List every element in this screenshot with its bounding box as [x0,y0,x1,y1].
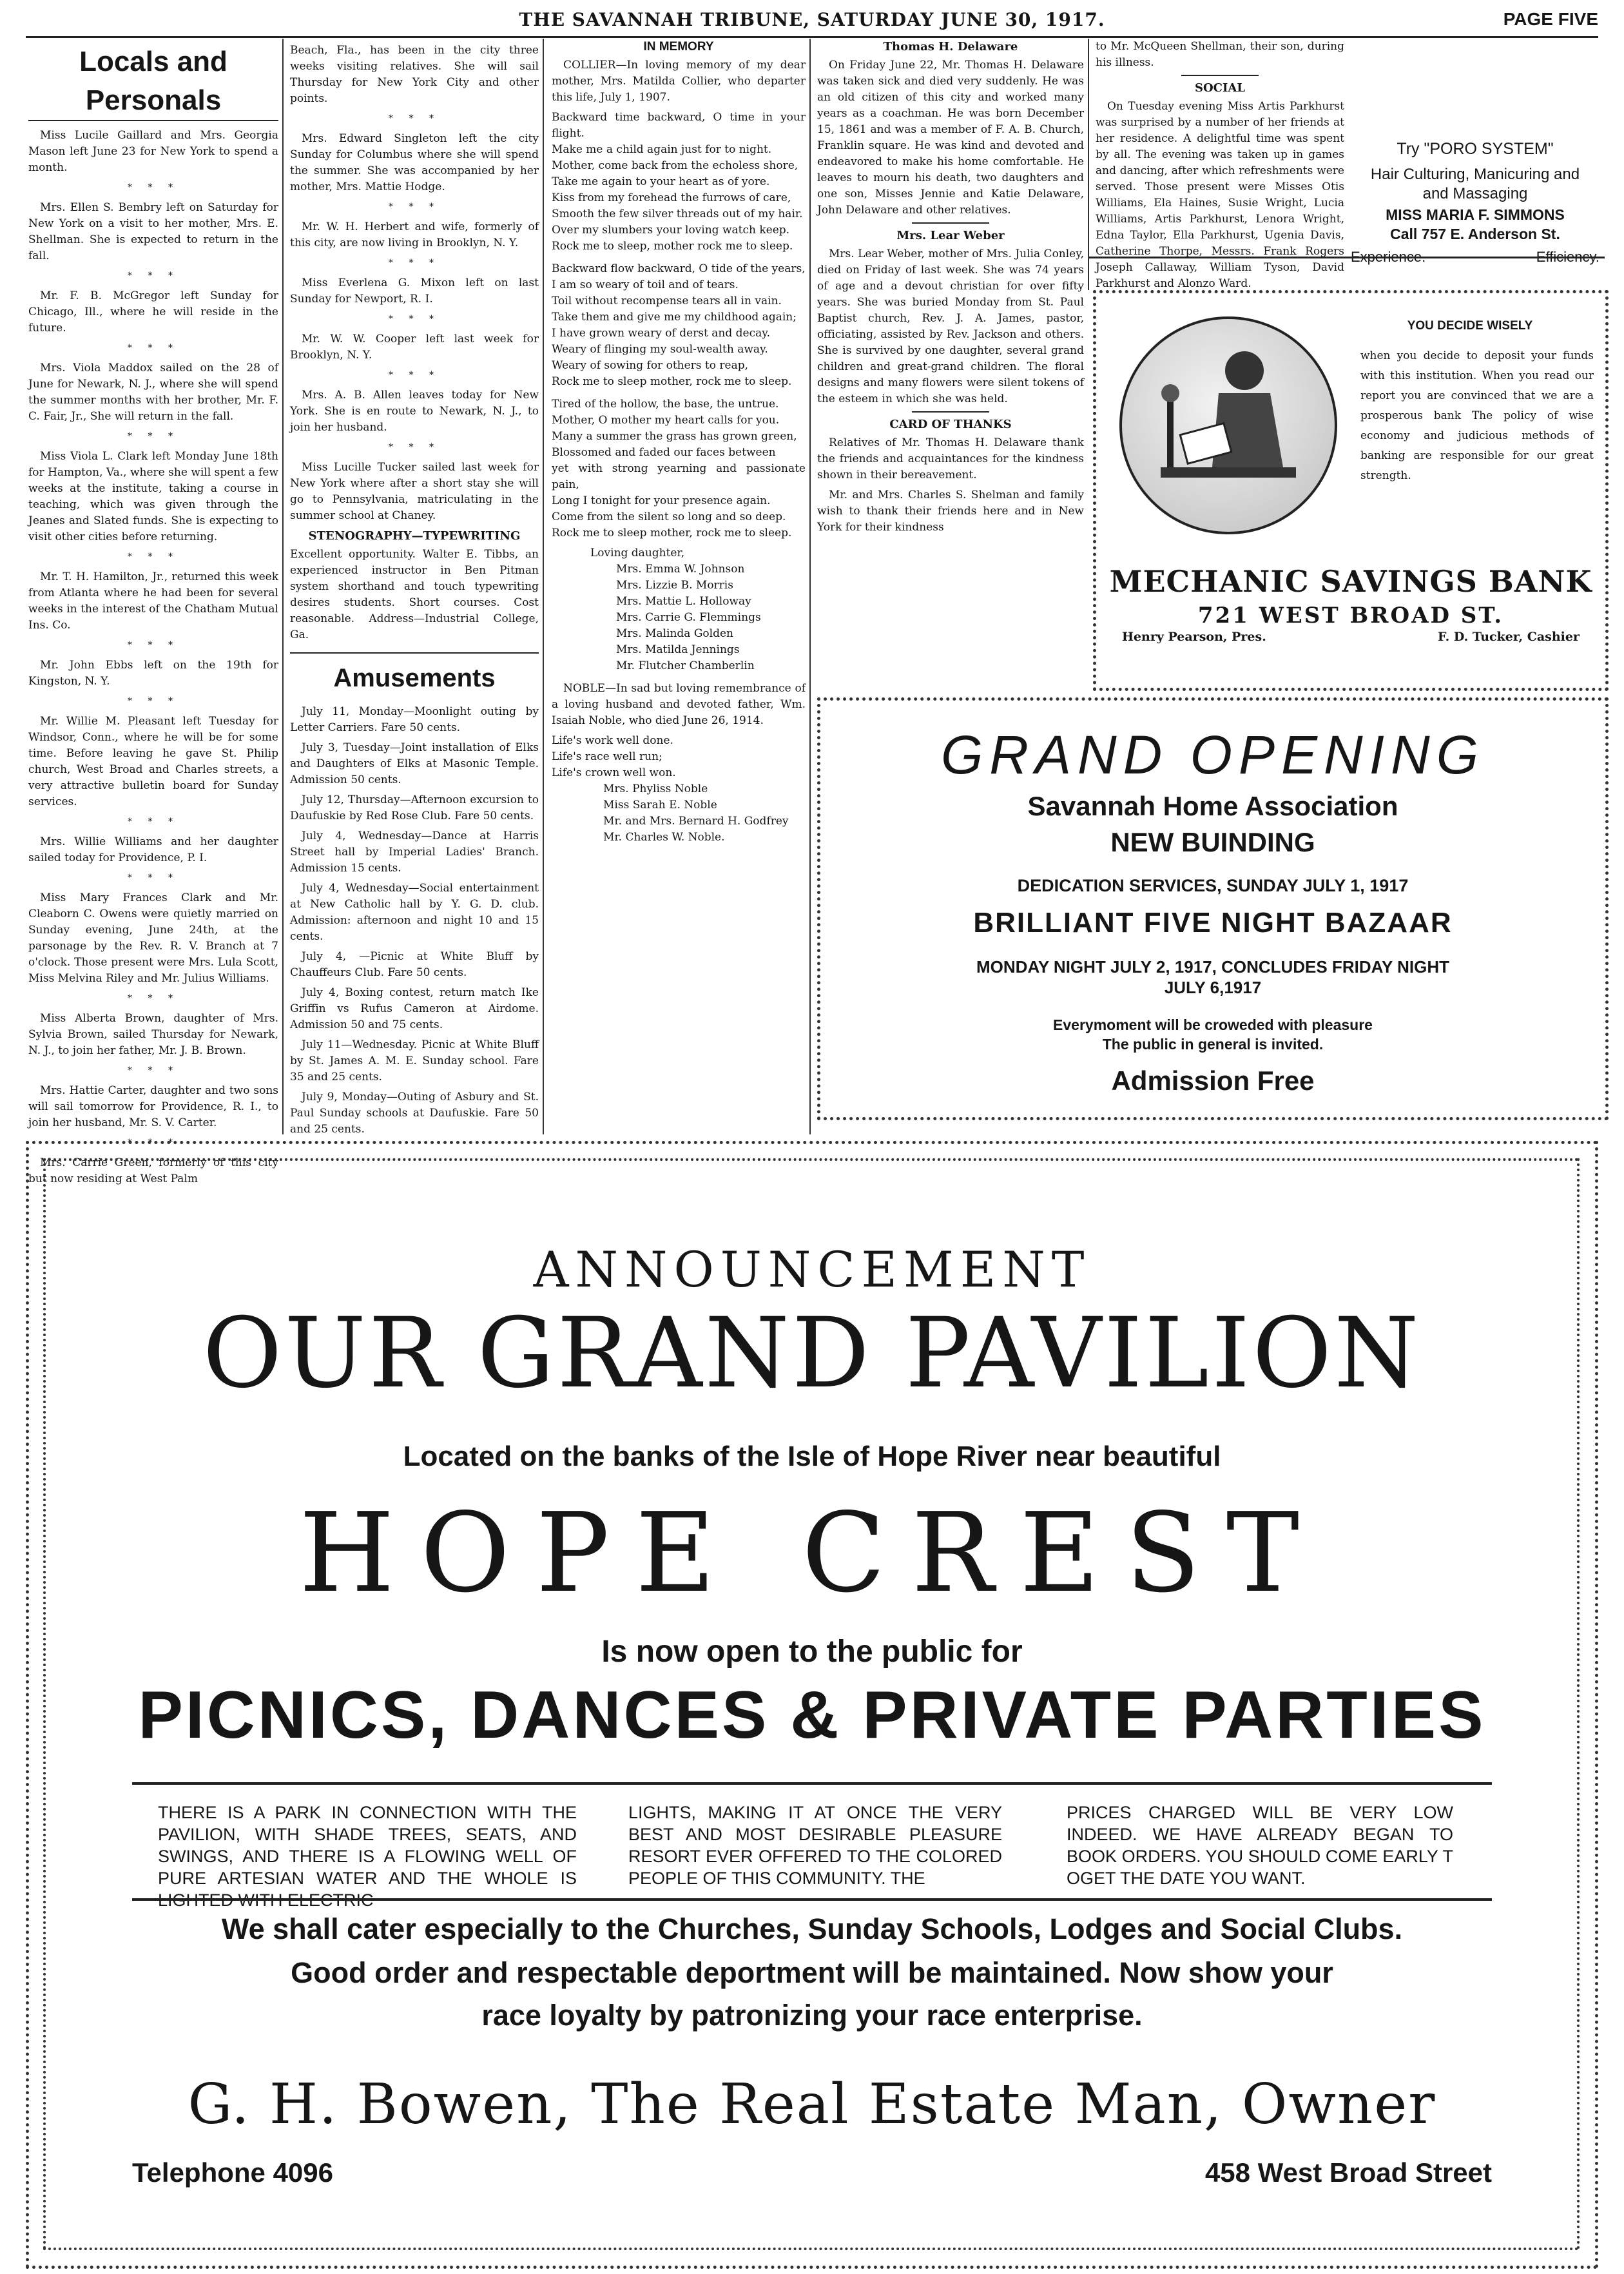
poro-efficiency: Efficiency. [1536,249,1600,265]
news-item: Miss Mary Frances Clark and Mr. Cleaborn C. Owens were quietly married on Sunday evening, June 24th, at the parsonage by the Rev. R. V. Branch at 7 o'clock. Those present were Mrs. Lula Scott, Miss Melvina Riley and Mr. Julius Williams. [28,891,278,985]
poem-line: Rock me to sleep, mother rock me to sleep. [552,240,793,253]
locals-heading: Locals and Personals [28,43,278,121]
amusement-item: July 4, Boxing contest, return match Ike Griffin vs Rufus Cameron at Airdome. Admission 50 and 75 cents. [290,986,539,1031]
poem-line: Backward time backward, O time in your flight. [552,111,806,140]
poro-services: Hair Culturing, Manicuring and [1370,166,1580,183]
social-heading: SOCIAL [1194,81,1246,95]
news-item: Mrs. Ellen S. Bembry left on Saturday for New York on a visit to her mother, Mrs. E. Shellman. She is expected to return in the fall. [28,201,278,262]
weber-obituary: Mrs. Lear Weber, mother of Mrs. Julia Conley, died on Friday of last week. She was 74 years of age and a devout christian for over fifty years. She was buried Monday from St. Paul Baptist church, Rev. J. A. James, pastor, officiating, assisted by Rev. Jackson and others. She is survived by one daughter, several grand children and great-grand children. The floral designs and many flowers were silent tokens of the esteem in which she was held. [817,248,1084,405]
news-item: Mr. T. H. Hamilton, Jr., returned this week from Atlanta where he had been for several weeks in the interest of the Chatham Mutual Ins. Co. [28,570,278,632]
thanks-continued: to Mr. McQueen Shellman, their son, during his illness. [1096,40,1344,69]
news-item: Mrs. A. B. Allen leaves today for New York. She is en route to Newark, N. J., to join her husband. [290,389,539,434]
poem-line: Backward flow backward, O tide of the years, [552,262,806,275]
signed-name: Mr. Charles W. Noble. [603,831,725,844]
amusement-item: July 11—Wednesday. Picnic at White Bluff by St. James A. M. E. Sunday school. Fare 35 and 25 cents. [290,1038,539,1084]
stenography-heading: STENOGRAPHY—TYPEWRITING [308,529,521,543]
obituaries-column [817,39,1084,690]
poem-line: Come from the silent so long and so deep. [552,510,786,523]
poem-line: Rock me to sleep mother, rock me to sleep. [552,527,792,539]
amusement-item: July 9, Monday—Outing of Asbury and St. Paul Sunday schools at Daufuskie. Fare 50 and 25 cents. [290,1091,539,1136]
bank-cashier: F. D. Tucker, Cashier [1438,630,1580,644]
poem-line: Rock me to sleep mother, rock me to sleep. [552,375,792,388]
poem-line: Mother, come back from the echoless shore, [552,159,798,172]
bazaar-dates: MONDAY NIGHT JULY 2, 1917, CONCLUDES FRIDAY NIGHT [976,957,1449,977]
thanks-item: Mr. and Mrs. Charles S. Shelman and family wish to thank their friends here and in New York for their kindness [817,489,1084,534]
news-item: Mr. W. H. Herbert and wife, formerly of this city, are now living in Brooklyn, N. Y. [290,220,539,249]
bank-text: when you decide to deposit your funds with this institution. When you read our report you are convinced that we are a prosperous bank The policy of wise economy and judicious methods of banking are responsible for our great strength. [1360,349,1594,482]
poem-line: Weary of sowing for others to reap, [552,359,748,372]
signed-name: Mr. and Mrs. Bernard H. Godfrey [603,815,789,828]
hope-crest: HOPE CREST [298,1490,1326,1617]
delaware-obituary: On Friday June 22, Mr. Thomas H. Delaware was taken sick and died very suddenly. He was an old citizen of this city and worked many years as a coachman. He was born December 15, 1861 and was a member of F. A. B. Church, Franklin square. He was kind and devoted and endeavored to make his home comfortable. He leaves to mourn his death, two daughters and one son, Misses Jennie and Katie Delaware, John Delaware and other relatives. [817,59,1084,217]
poem-line: Weary of flinging my soul-wealth away. [552,343,768,356]
news-item: Miss Everlena G. Mixon left on last Sunday for Newport, R. I. [290,277,539,306]
news-item: Beach, Fla., has been in the city three weeks visiting relatives. She will sail Thursday for New York City and other points. [290,44,539,105]
poem-line: Mother, O mother my heart calls for you. [552,414,780,427]
in-memory-column [552,39,806,1132]
news-item: Miss Alberta Brown, daughter of Mrs. Sylvia Brown, sailed Thursday for Newark, N. J., to join her father, Mr. J. B. Brown. [28,1012,278,1057]
news-item: Mrs. Viola Maddox sailed on the 28 of June for Newark, N. J., where she will spend the summer months with her brother, Mr. F. C. Fair, Jr., She will return in the fall. [28,362,278,423]
collier-notice: COLLIER—In loving memory of my dear mother, Mrs. Matilda Collier, who departer this life, July 1, 1907. [552,59,806,104]
personals-column-2: Beach, Fla., has been in the city three weeks visiting relatives. She will sail Thursday for New York City and other points. * * * Mrs. Edward Singleton left the city Sunday for Columbus where she will spend the summer. She was accompanied by her mother, Mrs. Mattie Hodge. * * * Mr. W. H. Herbert and wife, formerly of this city, are now living in Brooklyn, N. Y. * * * Miss Everlena G. Mixon left on last Sunday for Newport, R. I. * * * Mr. W. W. Cooper left last week for Brooklyn, N. Y. * * * Mrs. A. B. Allen leaves today for New York. She is en route to Newark, N. J., to join her husband. * * * Miss Lucille Tucker sailed last week for New York where after a short stay she will go to Pennsylvania, matriculating in the summer school at Chaney. STENOGRAPHY—TYPEWRITING Excellent opportunity. Walter E. Tibbs, an experienced instructor in Ben Pitman system shorthand and touch typewriting desires students. Short courses. Cost reasonable. Address—Industrial College, Ga. Amusements July 11, Monday—Moonlight outing by Letter Carriers. Fare 50 cents. July 3, Tuesday—Joint installation of Elks and Daughters of Elks at Masonic Temple. Admission 50 cents. July 12, Thursday—Afternoon excursion to Daufuskie by Red Rose Club. Fare 50 cents. July 4, Wednesday—Dance at Harris Street hall by Imperial Ladies' Branch. Admission 15 cents. July 4, Wednesday—Social entertainment at New Catholic hall by Y. G. D. club. Admission: afternoon and night 10 and 15 cents. July 4, —Picnic at White Bluff by Chauffeurs Club. Fare 50 cents. July 4, Boxing contest, return match Ike Griffin vs Rufus Cameron at Airdome. Admission 50 and 75 cents. July 11—Wednesday. Picnic at White Bluff by St. James A. M. E. Sunday school. Fare 35 and 25 cents. July 9, Monday—Outing of Asbury and St. Paul Sunday schools at Daufuskie. Fare 50 and 25 cents. [290,43,539,1132]
pavilion-title: OUR GRAND PAVILION [202,1297,1422,1410]
pavilion-description-2: LIGHTS, MAKING IT AT ONCE THE VERY BEST AND MOST DESIRABLE PLEASURE RESORT EVER OFFERED TO THE COLORED PEOPLE OF THIS COMMUNITY. THE [628,1803,1002,1888]
pavilion-description-3: PRICES CHARGED WILL BE VERY LOW INDEED. WE HAVE ALREADY BEGAN TO BOOK ORDERS. YOU SHOULD COME EARLY T OGET THE DATE YOU WANT. [1067,1803,1453,1888]
signed-name: Mrs. Carrie G. Flemmings [616,611,761,624]
poem-line: Make me a child again just for to night. [552,143,772,156]
admission-free: Admission Free [1111,1065,1315,1096]
delaware-heading: Thomas H. Delaware [883,40,1018,53]
signed-name: Miss Sarah E. Noble [603,799,717,811]
poem-line: Many a summer the grass has grown green, [552,430,797,443]
signed-name: Mrs. Lizzie B. Morris [616,579,733,592]
news-item: Mr. Willie M. Pleasant left Tuesday for Windsor, Conn., where he will be for some time. Before leaving he gave St. Philip church, West Broad and Charles streets, a very attractive bulletin board for Sunday services. [28,715,278,808]
signed-name: Mrs. Malinda Golden [616,627,733,640]
amusement-item: July 4, —Picnic at White Bluff by Chauffeurs Club. Fare 50 cents. [290,950,539,979]
poem-line: Long I tonight for your presence again. [552,494,771,507]
amusement-item: July 4, Wednesday—Social entertainment at New Catholic hall by Y. G. D. club. Admission: afternoon and night 10 and 15 cents. [290,882,539,943]
poem-line: Toil without recompense tears all in vain. [552,295,782,307]
card-of-thanks-heading: CARD OF THANKS [889,418,1012,431]
bank-name: MECHANIC SAVINGS BANK [1109,564,1592,599]
in-memory-heading: IN MEMORY [643,40,714,53]
open-to-public: Is now open to the public for [601,1635,1023,1669]
poem-line: I have grown weary of derst and decay. [552,327,770,340]
telephone: Telephone 4096 [132,2157,334,2188]
thanks-item: Relatives of Mr. Thomas H. Delaware thank the friends and acquaintances for the kindness shown in their bereavement. [817,436,1084,481]
poro-system-ad [1351,43,1600,290]
news-item: Mr. John Ebbs left on the 19th for Kingston, N. Y. [28,659,278,688]
signed-name: Mrs. Mattie L. Holloway [616,595,751,608]
bank-president: Henry Pearson, Pres. [1122,630,1266,644]
locals-column: Locals and Personals Miss Lucile Gaillard and Mrs. Georgia Mason left June 23 for New York to spend a month. * * * Mrs. Ellen S. Bembry left on Saturday for New York on a visit to her mother, Mrs. E. Shellman. She is expected to return in the fall. * * * Mr. F. B. McGregor left Sunday for Chicago, Ill., where he will reside in the future. * * * Mrs. Viola Maddox sailed on the 28 of June for Newark, N. J., where she will spend the summer months with her brother, Mr. F. C. Fair, Jr., She will return in the fall. * * * Miss Viola L. Clark left Monday June 18th for Hampton, Va., where she will spent a few weeks at the institute, taking a course in teaching, which was given through the Jeanes and Slated funds. She is expecting to visit other cities before returning. * * * Mr. T. H. Hamilton, Jr., returned this week from Atlanta where he had been for several weeks in the interest of the Chatham Mutual Ins. Co. * * * Mr. John Ebbs left on the 19th for Kingston, N. Y. * * * Mr. Willie M. Pleasant left Tuesday for Windsor, Conn., where he will be for some time. Before leaving he gave St. Philip church, West Broad and Charles streets, a very attractive bulletin board for Sunday services. * * * Mrs. Willie Williams and her daughter sailed today for Providence, P. I. * * * Miss Mary Frances Clark and Mr. Cleaborn C. Owens were quietly married on Sunday evening, June 24th, at the parsonage by the Rev. R. V. Branch at 7 o'clock. Those present were Mrs. Lula Scott, Miss Melvina Riley and Mr. Julius Williams. * * * Miss Alberta Brown, daughter of Mrs. Sylvia Brown, sailed Thursday for Newark, N. J., to join her father, Mr. J. B. Brown. * * * Mrs. Hattie Carter, daughter and two sons will sail tomorrow for Providence, R. I., to join her husband, Mr. S. V. Carter. * * * Mrs. Carrie Green, formerly of this city but now residing at West Palm [28,43,278,1132]
cater-line: We shall cater especially to the Churches, Sunday Schools, Lodges and Social Clubs. [221,1912,1403,1945]
grand-opening-ad [817,697,1609,1120]
column-rule [282,39,284,1134]
event-types: PICNICS, DANCES & PRIVATE PARTIES [138,1678,1486,1753]
noble-notice: NOBLE—In sad but loving remembrance of a loving husband and devoted father, Wm. Isaiah Noble, who died June 26, 1914. [552,682,806,727]
poem-line: Kiss from my forehead the furrows of care, [552,191,791,204]
bank-tagline: YOU DECIDE WISELY [1407,319,1533,333]
amusement-item: July 11, Monday—Moonlight outing by Letter Carriers. Fare 50 cents. [290,705,539,734]
grand-opening-title: GRAND OPENING [940,724,1485,785]
page-header [26,9,1598,38]
news-item: Mr. F. B. McGregor left Sunday for Chicago, Ill., where he will reside in the future. [28,289,278,335]
amusement-item: July 3, Tuesday—Joint installation of Elks and Daughters of Elks at Masonic Temple. Admission 50 cents. [290,741,539,786]
street-address: 458 West Broad Street [1204,2157,1492,2188]
news-item: Miss Lucile Gaillard and Mrs. Georgia Mason left June 23 for New York to spend a month. [28,129,278,174]
public-invited: The public in general is invited. [1102,1036,1324,1053]
bank-reader-illustration [1119,316,1337,534]
loyalty-line: race loyalty by patronizing your race enterprise. [481,1999,1143,2032]
bazaar-dates-2: JULY 6,1917 [1164,978,1262,997]
pleasure-note: Everymoment will be croweded with pleasure [1053,1016,1373,1033]
signed-label: Loving daughter, [590,547,685,559]
news-item: Mrs. Carrie Green, formerly of this city but now residing at West Palm [28,1156,278,1185]
bank-ad [1093,290,1609,691]
pavilion-location: Located on the banks of the Isle of Hope River near beautiful [403,1441,1221,1472]
news-item: Miss Lucille Tucker sailed last week for New York where after a short stay she will go to Pennsylvania, matriculating in the summer school at Chaney. [290,461,539,522]
signed-name: Mrs. Emma W. Johnson [616,563,745,576]
poem-line: Tired of the hollow, the base, the untrue. [552,398,779,411]
social-item: On Tuesday evening Miss Artis Parkhurst was surprised by a number of her friends at her residence. A delightful time was spent by all. The evening was taken up in games and dancing, after which refreshments were served. Those present were Misses Otis Williams, Ela Haines, Susie Wright, Lucia Williams, Artis Parkhurst, Lenora Wright, Edna Taylor, Ella Parkhurst, Ugenia Davis, Catherine Thorpe, Messrs. Frank Rogers Joseph Callaway, William Tyson, David Parkhurst and Alonzo Ward. [1096,100,1344,290]
poem-line: Blossomed and faded our faces between [552,446,776,459]
signed-name: Mr. Flutcher Chamberlin [616,659,755,672]
reading-man-icon [1122,319,1335,532]
poro-services-2: and Massaging [1422,185,1528,202]
news-item: Mrs. Edward Singleton left the city Sunday for Columbus where she will spend the summer. She was accompanied by her mother, Mrs. Mattie Hodge. [290,132,539,193]
poem-line: I am so weary of toil and of tears. [552,278,739,291]
stenography-ad: Excellent opportunity. Walter E. Tibbs, an experienced instructor in Ben Pitman system shorthand and touch typewriting desires students. Short courses. Cost reasonable. Address—Industrial College, Ga. [290,548,539,641]
column-rule [543,39,544,1134]
association-name: Savannah Home Association [1027,791,1398,821]
news-item: Miss Viola L. Clark left Monday June 18th for Hampton, Va., where she will spent a few weeks at the institute, taking a course in teaching, which was given through the Jeanes and Slated funds. She is expecting to visit other cities before returning. [28,450,278,543]
bank-address: 721 WEST BROAD ST. [1197,603,1504,628]
poro-title: Try "PORO SYSTEM" [1397,140,1554,158]
order-line: Good order and respectable deportment will be maintained. Now show your [291,1956,1333,1989]
poem-line: yet with strong yearning and passionate pain, [552,462,806,491]
signed-name: Mrs. Phyliss Noble [603,782,708,795]
bazaar-title: BRILLIANT FIVE NIGHT BAZAAR [973,907,1453,938]
new-building: NEW BUINDING [1110,827,1315,857]
amusement-item: July 4, Wednesday—Dance at Harris Street hall by Imperial Ladies' Branch. Admission 15 cents. [290,830,539,875]
poro-address: Call 757 E. Anderson St. [1390,226,1560,242]
pavilion-ad [26,1141,1598,2269]
poem-line: Life's race well run; [552,750,662,763]
social-column [1096,39,1344,290]
poem-line: Life's work well done. [552,734,673,747]
column-rule [809,39,811,1134]
column-rule [1088,39,1089,290]
poem-line: Take me again to your heart as of yore. [552,175,770,188]
poem-line: Smooth the few silver threads out of my hair. [552,208,803,220]
page-number: PAGE FIVE [1503,9,1598,29]
pavilion-description-1: THERE IS A PARK IN CONNECTION WITH THE PAVILION, WITH SHADE TREES, SEATS, AND SWINGS, AND THERE IS A FLOWING WELL OF PURE ARTESIAN WATER AND THE WHOLE IS LIGHTED WITH ELECTRIC [158,1803,577,1910]
owner-line: G. H. Bowen, The Real Estate Man, Owner [188,2072,1436,2137]
signed-name: Mrs. Matilda Jennings [616,643,740,656]
weber-heading: Mrs. Lear Weber [896,229,1005,242]
amusements-heading: Amusements [290,652,539,697]
newspaper-title: THE SAVANNAH TRIBUNE, SATURDAY JUNE 30, 1917. [519,9,1105,30]
announcement: ANNOUNCEMENT [533,1241,1091,1298]
poem-line: Over my slumbers your loving watch keep. [552,224,790,237]
poro-experience: Experience. [1351,249,1426,265]
news-item: Mr. W. W. Cooper left last week for Brooklyn, N. Y. [290,333,539,362]
poro-name: MISS MARIA F. SIMMONS [1386,206,1565,223]
news-item: Mrs. Willie Williams and her daughter sailed today for Providence, P. I. [28,835,278,864]
poem-line: Take them and give me my childhood again; [552,311,797,324]
poem-line: Life's crown well won. [552,766,676,779]
dedication-services: DEDICATION SERVICES, SUNDAY JULY 1, 1917 [1017,876,1409,895]
amusement-item: July 12, Thursday—Afternoon excursion to Daufuskie by Red Rose Club. Fare 50 cents. [290,793,539,822]
news-item: Mrs. Hattie Carter, daughter and two sons will sail tomorrow for Providence, R. I., to join her husband, Mr. S. V. Carter. [28,1084,278,1129]
